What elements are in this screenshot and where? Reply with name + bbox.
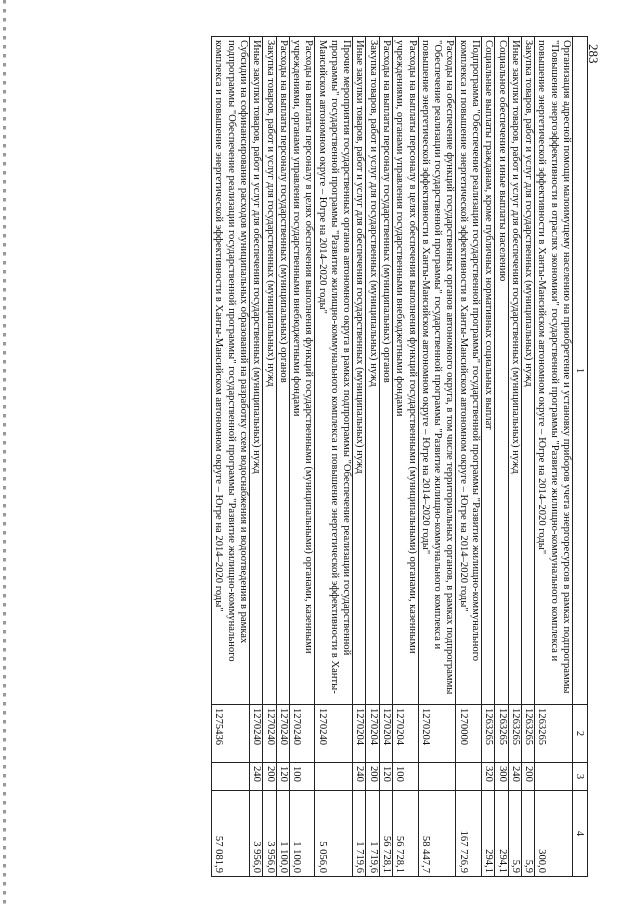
table-header-row [573,37,588,877]
table-row [379,37,392,877]
row-sum: 57 081,9 [212,791,250,877]
row-name: Иные закупки товаров, работ и услуг для обеспечения государственных (муниципальных) нужд [508,37,521,705]
row-name: Иные закупки товаров, работ и услуг для обеспечения государственных (муниципальных) нужд [249,37,262,705]
row-code: 1270240 [249,705,262,763]
table-row [212,37,250,877]
table-body [212,37,573,877]
row-code: 1263265 [508,705,521,763]
row-vr: 120 [379,763,392,791]
table-row [249,37,262,877]
row-code: 1263265 [482,705,495,763]
row-sum: 300,0 [535,791,573,877]
row-name: Расходы на выплаты персоналу государственных (муниципальных) органов [276,37,289,705]
table-row [353,37,366,877]
table-row [366,37,379,877]
row-vr: 320 [482,763,495,791]
row-vr: 240 [353,763,366,791]
row-code: 1270204 [366,705,379,763]
table-row [482,37,495,877]
row-name: Расходы на выплаты персоналу в целях обеспечения выполнения функций государственными (муниципальными) органами, казенными учреждениями, органами управления государственными внебюджетными фондами [393,37,419,705]
table-row [456,37,482,877]
row-sum: 294,1 [482,791,495,877]
row-code: 1270204 [353,705,366,763]
row-vr [456,763,482,791]
row-vr: 240 [249,763,262,791]
row-name: Социальные выплаты гражданам, кроме публичных нормативных социальных выплат [482,37,495,705]
row-name: Подпрограмма "Обеспечение реализации государственной программы" государственной программы "Развитие жилищно-коммунального комплекса и повышение энергетической эффективности в Ханты-Мансийском автономном округе – Югре на 2014–2020 годы" [456,37,482,705]
row-name: Закупка товаров, работ и услуг для государственных (муниципальных) нужд [521,37,534,705]
row-vr: 100 [289,763,315,791]
row-name: Расходы на выплаты персоналу государственных (муниципальных) органов [379,37,392,705]
row-name: Расходы на обеспечение функций государственных органов автономного округа, в том числе территориальных органов, в рамках подпрограммы "Обеспечение реализации государственной программы" государственной программы "Развитие жилищно-коммунального комплекса и повышение энергетической эффективности в Ханты-Мансийском автономном округе – Югре на 2014–2020 годы" [418,37,456,705]
rotated-page [78,36,588,876]
row-name: Закупка товаров, работ и услуг для государственных (муниципальных) нужд [263,37,276,705]
row-vr: 300 [495,763,508,791]
row-name: Закупка товаров, работ и услуг для государственных (муниципальных) нужд [366,37,379,705]
row-vr [212,763,250,791]
table-row [418,37,456,877]
row-name: Субсидии на софинансирование расходов муниципальных образований на разработку схем водоснабжения и водоотведения в рамках подпрограммы "Обеспечение реализации государственной программы" государственной программы "Развитие жилищно-коммунального комплекса и повышение энергетической эффективности в Ханты-Мансийском автономном округе – Югре на 2014–2020 годы" [212,37,250,705]
table-row [276,37,289,877]
row-name: Социальное обеспечение и иные выплаты населению [495,37,508,705]
row-vr: 200 [521,763,534,791]
budget-table [211,36,588,877]
row-sum: 5,9 [521,791,534,877]
row-code: 1275436 [212,705,250,763]
row-vr: 120 [276,763,289,791]
row-code: 1270240 [315,705,353,763]
row-vr [315,763,353,791]
table-row [495,37,508,877]
table-row [393,37,419,877]
page-number: 283 [586,44,601,64]
row-sum: 294,1 [495,791,508,877]
row-sum: 3 956,0 [263,791,276,877]
row-name: Расходы на выплаты персоналу в целях обеспечения выполнения функций государственными (муниципальными) органами, казенными учреждениями, органами управления государственными внебюджетными фондами [289,37,315,705]
row-vr: 240 [508,763,521,791]
row-sum: 1 100,0 [276,791,289,877]
row-sum: 1 719,6 [353,791,366,877]
row-sum: 5 056,0 [315,791,353,877]
row-vr: 200 [263,763,276,791]
row-code: 1270240 [289,705,315,763]
row-code: 1270240 [263,705,276,763]
row-code: 1270204 [393,705,419,763]
row-sum: 5,9 [508,791,521,877]
header-col-sum: 4 [573,791,588,877]
row-vr: 100 [393,763,419,791]
row-code: 1270204 [379,705,392,763]
row-sum: 56 728,1 [393,791,419,877]
header-col-name: 1 [573,37,588,705]
row-sum: 1 719,6 [366,791,379,877]
header-col-code: 2 [573,705,588,763]
row-vr [535,763,573,791]
row-sum: 1 100,0 [289,791,315,877]
scan-edge-dashes [3,0,6,905]
row-code: 1270000 [456,705,482,763]
row-name: Прочие мероприятия государственных органов автономного округа в рамках подпрограммы "Обеспечение реализации государственной программы" государственной программы "Развитие жилищно-коммунального комплекса и повышение энергетической эффективности в Ханты-Мансийском автономном округе – Югре на 2014–2020 годы" [315,37,353,705]
row-sum: 167 726,9 [456,791,482,877]
row-code: 1270204 [418,705,456,763]
row-code: 1263265 [495,705,508,763]
row-code: 1263265 [535,705,573,763]
table-row [535,37,573,877]
table-row [289,37,315,877]
row-sum: 3 956,0 [249,791,262,877]
row-code: 1270240 [276,705,289,763]
row-code: 1263265 [521,705,534,763]
table-row [263,37,276,877]
row-vr: 200 [366,763,379,791]
row-sum: 58 447,7 [418,791,456,877]
header-col-vr: 3 [573,763,588,791]
table-row [521,37,534,877]
row-name: Организация адресной помощи малоимущему населению на приобретение и установку приборов учета энергоресурсов в рамках подпрограммы "Повышение энергоэффективности в отраслях экономики" государственной программы "Развитие жилищно-коммунального комплекса и повышение энергетической эффективности в Ханты-Мансийском автономном округе – Югре на 2014–2020 годы" [535,37,573,705]
row-name: Иные закупки товаров, работ и услуг для обеспечения государственных (муниципальных) нужд [353,37,366,705]
row-vr [418,763,456,791]
table-row [315,37,353,877]
row-sum: 56 728,1 [379,791,392,877]
table-row [508,37,521,877]
